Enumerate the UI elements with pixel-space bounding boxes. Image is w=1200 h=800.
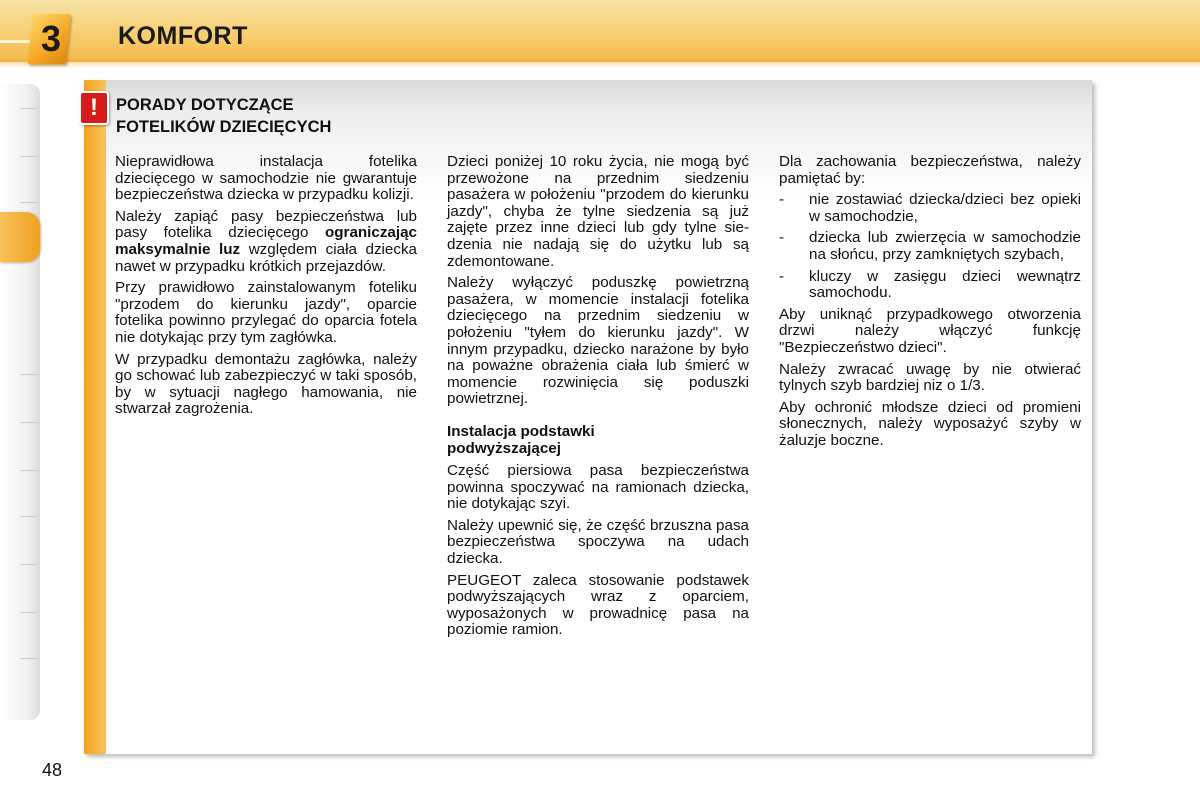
dash-bullet: - bbox=[779, 267, 785, 285]
paragraph-text: względem ciała dziecka nawet w przypadku krótkich przejazdów. bbox=[115, 240, 417, 275]
tab-divider bbox=[20, 516, 38, 517]
paragraph: Należy upewnić się, że część brzuszna pasa bezpieczeństwa spoczywa na udach dziecka. bbox=[447, 516, 749, 568]
list-item bbox=[779, 269, 1081, 302]
panel-orange-stripe bbox=[84, 80, 106, 754]
warning-icon: ! bbox=[79, 91, 109, 125]
tab-divider bbox=[20, 564, 38, 565]
paragraph: PEUGEOT zaleca stosowanie podstawek podwyższających wraz z oparciem, wyposażonych w prowadnicę pasa na poziomie ramion. bbox=[447, 571, 749, 639]
dash-bullet: - bbox=[779, 229, 785, 247]
tab-divider bbox=[20, 156, 38, 157]
section-title bbox=[116, 94, 436, 138]
paragraph: Należy zwracać uwagę by nie otwierać tylnych szyb bardziej niz o 1/3. bbox=[779, 360, 1081, 395]
tab-divider bbox=[20, 658, 38, 659]
list-item-text: nie zostawiać dziecka/dzieci bez opieki w samochodzie, bbox=[809, 191, 1081, 225]
list-item bbox=[779, 230, 1081, 263]
tab-divider bbox=[20, 374, 38, 375]
list-item-text: kluczy w zasięgu dzieci wewnątrz samochodu. bbox=[809, 267, 1081, 302]
text-column-1 bbox=[115, 154, 417, 423]
dash-bullet: - bbox=[779, 191, 785, 209]
subheading-line1: Instalacja podstawki bbox=[447, 422, 595, 440]
tab-divider bbox=[20, 470, 38, 471]
subheading bbox=[447, 424, 749, 457]
list-item-text: dziecka lub zwierzęcia w samochodzie na słońcu, przy zamkniętych szybach, bbox=[809, 229, 1081, 263]
paragraph bbox=[115, 209, 417, 275]
paragraph: Aby ochronić młodsze dzieci od promieni słonecznych, należy wyposażyć szyby w żaluzje boczne. bbox=[779, 398, 1081, 449]
tab-divider bbox=[20, 108, 38, 109]
tab-divider bbox=[20, 612, 38, 613]
text-column-3 bbox=[779, 154, 1081, 455]
page-number: 48 bbox=[42, 760, 63, 780]
list-item bbox=[779, 192, 1081, 225]
side-tab-active-chapter bbox=[0, 212, 40, 262]
paragraph: Dzieci poniżej 10 roku życia, nie mogą być przewożone na przednim siedzeniu pasażera w położeniu "przodem do kierunku jazdy", chyba że tylne siedzenia są już zajęte przez inne dzieci lub gdy tylne siedzenia nie nadają się do użytku lub są zdemontowane. bbox=[447, 153, 749, 270]
chapter-title: KOMFORT bbox=[118, 22, 248, 50]
paragraph: Należy wyłączyć poduszkę powietrzną pasażera, w momencie instalacji fotelika dziecięcego na przednim siedzeniu w położeniu "tyłem do kierunku jazdy". W innym przypadku, dziecko narażone by było na poważne obrażenia ciała lub śmierć w momencie rozwinięcia się poduszki powietrznej. bbox=[447, 274, 749, 408]
side-chapter-tabs bbox=[0, 84, 40, 720]
chapter-number: 3 bbox=[40, 18, 62, 59]
paragraph: Przy prawidłowo zainstalowanym foteliku "przodem do kierunku jazdy", oparcie fotelika powinno przylegać do oparcia fotela nie dotykając przy tym zagłówka. bbox=[115, 279, 417, 346]
subheading-line2: podwyższającej bbox=[447, 439, 561, 457]
tab-divider bbox=[20, 202, 38, 203]
emphasis-text: ograniczając maksymalnie luz bbox=[115, 224, 417, 258]
paragraph: Dla zachowania bezpieczeństwa, należy pamiętać by: bbox=[779, 153, 1081, 187]
paragraph: W przypadku demontażu zagłówka, należy go schować lub zabezpieczyć w taki sposób, by w sytuacji nagłego hamowania, nie stwarzał zagrożenia. bbox=[115, 350, 417, 418]
section-title-line2: FOTELIKÓW DZIECIĘCYCH bbox=[116, 118, 332, 136]
text-column-2 bbox=[447, 154, 749, 644]
paragraph: Aby uniknąć przypadkowego otworzenia drzwi należy włączyć funkcję "Bezpieczeństwo dzieci". bbox=[779, 305, 1081, 356]
section-title-line1: PORADY DOTYCZĄCE bbox=[116, 96, 294, 114]
tab-divider bbox=[20, 422, 38, 423]
paragraph: Część piersiowa pasa bezpieczeństwa powinna spoczywać na ramionach dziecka, nie dotykając szyi. bbox=[447, 462, 749, 513]
paragraph: Nieprawidłowa instalacja fotelika dziecięcego w samochodzie nie gwarantuje bezpieczeństwa dziecka w przypadku kolizji. bbox=[115, 153, 417, 204]
paragraph-text: Należy zapiąć pasy bezpieczeństwa lub pasy fotelika dziecięcego bbox=[115, 207, 417, 242]
